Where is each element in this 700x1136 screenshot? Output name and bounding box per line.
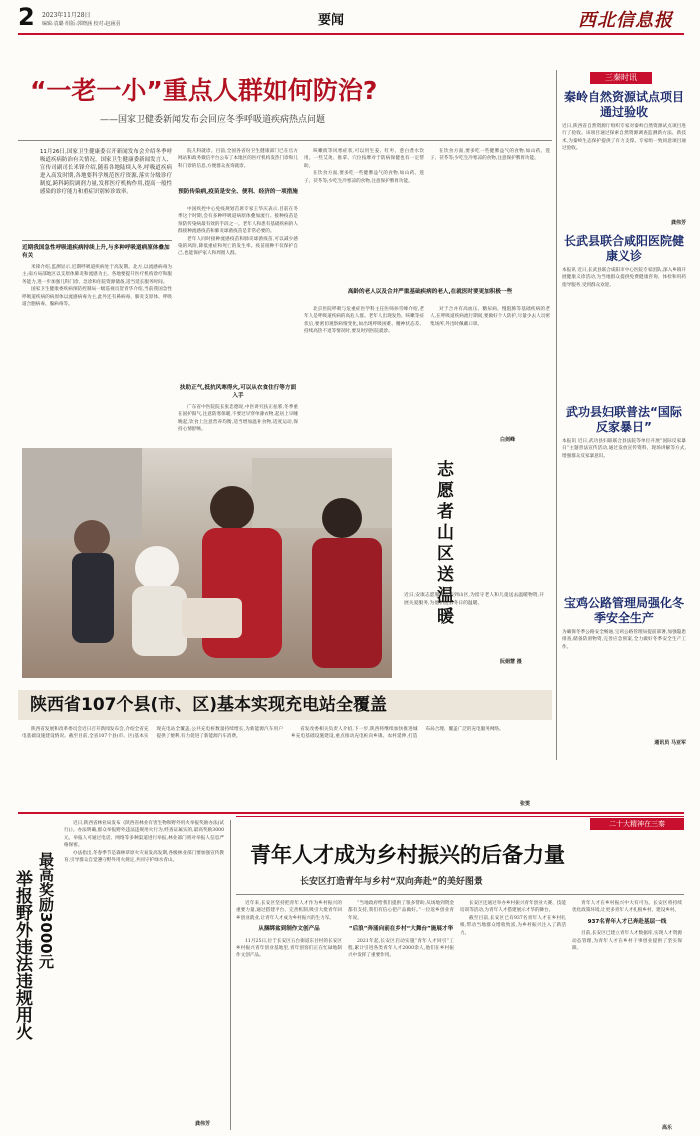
lead-body-5-cont <box>430 148 550 284</box>
sidebar-divider <box>556 70 557 760</box>
youth-col-1-sub: 从捆绑盆到制作文创产品 <box>258 926 320 933</box>
photo-byline: 阮娟慧 摄 <box>500 659 522 665</box>
youth-col-2-sub: “后浪”奔涌向前在乡村“大舞台”施展才华 <box>348 926 454 933</box>
news-1-body: 近日,陕西省自然资源厅组织专家对秦岭自然资源试点项目进行了验收。该项目通过探索自然资源调查监测新方法、新技术,为秦岭生态保护提供了有力支撑。专家组一致同意项目通过验收。 <box>562 124 686 152</box>
lead-body-5-p2: 在饮食方面,要多吃一些健脾益气的食物,如山药、莲子、茯苓等;少吃生冷寒凉的食物,注意保护脾胃功能。 <box>304 171 424 184</box>
reward-divider <box>230 820 231 1130</box>
reward-body-p1: 近日,陕西省林业局发布《陕西省林业有害生物和野外用火举报奖励办法(试行)》。办法明确,群众举报野外违法违规用火行为,经查证属实的,最高奖励3000元。举报人可通过电话、网络等多种渠道进行举报,林业部门将对举报人信息严格保密。 <box>64 821 224 849</box>
lead-body-5-p1: 咳嗽痰等风寒症状,可以用生姜、红枣、葱白煮水饮用。一些艾灸、推拿、穴位按摩对于防病保健也有一定帮助。 <box>304 149 424 169</box>
photo-vertical-title: 志愿者山区送温暖 <box>433 460 453 628</box>
youth-col-1 <box>236 900 342 1130</box>
news-1-byline: 龚伟芳 <box>670 220 686 226</box>
lead-body-3-p2: 老年人同时接种流感疫苗和肺炎球菌疫苗,可以减少感染的风险,降低重症和死亡的发生率。疫苗接种不仅保护自己,也能保护家人和周围人群。 <box>178 236 298 257</box>
masthead <box>18 4 684 32</box>
news-4-body: 为确保冬季公路安全畅通,宝鸡公路管理局提前部署,加强隐患排查,储备防滑物资,完善应急预案,全力做好冬季安全生产工作。 <box>562 630 686 650</box>
lead-body-5-p3: 在饮食方面,要多吃一些健脾益气的食物,如山药、莲子、茯苓等;少吃生冷寒凉的食物,注意保护脾胃功能。 <box>430 149 550 162</box>
lead-byline: 白剑峰 <box>500 437 516 443</box>
lead-body-2-p1: 院儿科就诊。目前,全国各省份卫生健康部门已在官方网站和政务微信平台公布了本地区的医疗机构发热门诊和儿科门诊的信息,方便群众查询就诊。 <box>178 149 298 169</box>
section-title: 要闻 <box>318 13 345 28</box>
youth-col-1-p1: 近年来,长安区坚持把青年人才作为乡村振兴的重要力量,通过搭建平台、完善机制,吸引大批青年回乡创业就业,让青年人才成为乡村振兴的生力军。 <box>236 901 342 921</box>
charging-body-p1: 陕西省发展和改革委员会近日召开新闻发布会,介绍全省充电基础设施建设情况。截至目前,全省107个县(市、区)基本实现充电站全覆盖,公共充电桩数量持续增长,为新能源汽车用户提供了便利,有力促进了新能源汽车消费。 <box>22 727 283 740</box>
youth-col-3 <box>460 900 566 1130</box>
youth-tag: 二十大精神在三秦 <box>590 818 684 830</box>
lead-intro: 11月26日,国家卫生健康委召开新闻发布会介绍冬季呼吸道疾病防治有关情况。国家卫生健康委新闻发言人、宣传司副司长米锋介绍,随着各地陆续入冬,呼吸道疾病进入高发时期,各地要科学规范医疗资源,落实分级诊疗制度,跨科跨院调剂力量,发挥医疗机构作用,提高一般性感染的诊疗能力和重症识别转诊效率。 <box>40 149 172 195</box>
youth-col-4-p1: 青年人才在乡村振兴中大有可为。长安区将持续优化政策环境,让更多青年人才扎根乡村、建设乡村。 <box>572 901 682 914</box>
news-3-body: 本报讯 近日,武功县妇联联合县法院等单位开展“国际反家暴日”主题普法宣传活动,通过发放宣传资料、现场讲解等方式,增强群众反家暴意识。 <box>562 439 686 459</box>
reward-byline: 龚伟芳 <box>195 1121 211 1127</box>
news-4-title: 宝鸡公路管理局强化冬季安全生产 <box>563 596 684 625</box>
youth-col-3-p1: 长安区还通过举办乡村振兴青年创业大赛、技能培训等活动,为青年人才搭建展示才华的舞台。 <box>460 901 566 914</box>
lead-subhead: ——国家卫健委新闻发布会回应冬季呼吸道疾病热点问题 <box>100 115 326 125</box>
charging-body <box>22 726 552 798</box>
lead-intro-divider <box>22 240 172 241</box>
lead-body-6-p2: 对于合并有高血压、糖尿病、慢阻肺等基础疾病的老人,在呼吸道疾病流行期间,要做好个人防护,尽量少去人员密集场所,外出时佩戴口罩。 <box>430 307 550 327</box>
paper-name: 西北信息报 <box>578 10 673 31</box>
news-2-title: 长武县联合咸阳医院健康义诊 <box>563 234 684 263</box>
youth-col-1-p2: 11月25日,位于长安区五台街道东甘村的长安区乡村振兴青年创业基地里,青年创客们正在忙碌地制作文创产品。 <box>236 938 342 959</box>
reward-vertical-title-2: 最高奖励3000元 <box>37 852 55 969</box>
reward-body-p2: 办法指出,冬春季节是森林草原火灾易发高发期,各级林业部门要加强宣传教育,引导群众自觉遵守野外用火规定,共同守护绿水青山。 <box>64 850 224 864</box>
youth-col-4-p2: 目前,长安区已建立青年人才数据库,实现人才资源动态管理,为青年人才在乡村干事创业提供了坚实保障。 <box>572 931 682 952</box>
staff-line: 编辑:袁璐 组版:郭晓涵 校对:赵涵羽 <box>42 21 121 27</box>
youth-divider <box>236 894 684 895</box>
lead-sub-1: 近期我国急性呼吸道疾病持续上升,与多种呼吸道病原体叠加有关 <box>22 245 170 259</box>
youth-headline: 青年人才成为乡村振兴的后备力量 <box>250 843 565 867</box>
charging-headline: 陕西省107个县(市、区)基本实现充电站全覆盖 <box>30 695 388 715</box>
lead-body-1 <box>22 264 172 452</box>
youth-byline: 高乐 <box>662 1125 673 1131</box>
lead-body-1-p2: 国家卫生健康委疾病预防控制局一级巡视员贺青华介绍,当前我国急性呼吸道疾病的病原体以流感病毒为主,此外还有鼻病毒、肺炎支原体、呼吸道合胞病毒、腺病毒等。 <box>22 287 172 308</box>
youth-col-2-p2: 2021年起,长安区启动实施“青年人才回引”工程,累计引进各类青年人才2000余人,他们在乡村振兴中发挥了重要作用。 <box>348 938 454 959</box>
photo-scene <box>22 448 392 678</box>
youth-col-3-p2: 截至目前,长安区已有937名青年人才在乡村扎根,带动当地群众增收致富,为乡村振兴注入了新活力。 <box>460 915 566 936</box>
reward-vertical-title: 举报野外违法违规用火 <box>12 870 32 1040</box>
lead-divider <box>18 140 552 141</box>
lead-body-4-p1: 广东省中医院院长张忠德说,中医讲究扶正祛邪,冬季重在固护阳气,注意防寒保暖,不要过早穿单薄衣物,起居上早睡晚起,饮食上注意营养均衡,适当增加温补食物,适度运动,保持心情舒畅。 <box>178 405 298 433</box>
lead-body-3-p1: 中国疾控中心免疫规划首席专家王华庆表示,目前在冬季这个时期,会有多种呼吸道病原体叠加流行。接种疫苗是预防传染病最有效的手段之一。老年人和患有基础疾病的人群接种流感疫苗和肺炎球菌疫苗是非常必要的。 <box>178 207 298 235</box>
news-2-body: 本报讯 近日,长武县联合咸阳市中心医院专家团队,深入乡镇开展健康义诊活动,为当地群众提供免费健康咨询、体检和用药指导服务,受到群众欢迎。 <box>562 268 686 288</box>
issue-date: 2023年11月28日 <box>42 12 91 19</box>
page-number: 2 <box>18 3 35 31</box>
charging-body-p2: 省发改委相关负责人介绍,下一步,陕西将继续加快推进城乡充电基础设施建设,重点推动充电桩向乡镇、农村延伸,打造布局合理、覆盖广泛的充电服务网络。 <box>291 727 504 740</box>
news-1-title: 秦岭自然资源试点项目通过验收 <box>563 90 684 119</box>
youth-col-4-sub: 937名青年人才已奔赴基层一线 <box>587 918 667 925</box>
lead-body-6-p1: 北京医院呼吸与危重症医学科主任医师孙雪峰介绍,老年人是呼吸道疾病的高危人群。老年人出现发热、咳嗽等症状后,要密切观察病情变化,如出现呼吸困难、精神状态差、持续高热不退等情况时,要及时到医院就诊。 <box>304 307 424 335</box>
section-rule <box>18 812 684 814</box>
youth-col-2 <box>348 900 454 1130</box>
lead-body-4 <box>178 404 298 454</box>
masthead-rule <box>18 33 684 35</box>
lead-body-2 <box>178 148 298 188</box>
youth-subhead: 长安区打造青年与乡村“双向奔赴”的美好图景 <box>300 877 483 887</box>
charging-byline: 张雯 <box>520 801 531 807</box>
sidebar <box>562 86 686 758</box>
youth-col-2-p1: “当地政府给我们提供了很多帮助,从场地到资金都有支持,我们有信心把产品做好。”一位返乡创业青年说。 <box>348 901 454 921</box>
volunteer-photo <box>22 448 392 678</box>
lead-body-1-p1: 米锋介绍,监测显示,近期呼吸道疾病处于高发期。北方,以流感病毒为主;南方局部地区以支原体肺炎和流感为主。各地要提升医疗机构诊疗和服务能力,进一步加强儿科门诊、急诊和住院资源储备,适当延长服务时间。 <box>22 265 172 285</box>
lead-body-6 <box>304 306 550 436</box>
news-3-title: 武功县妇联普法“国际反家暴日” <box>566 405 682 434</box>
youth-col-4 <box>572 900 682 1124</box>
lead-body-5 <box>304 148 424 284</box>
lead-sub-4: 高龄的老人以及合并严重基础疾病的老人,在就医时要更加积极一些 <box>347 289 513 295</box>
sidebar-tag: 三秦时讯 <box>590 72 652 84</box>
news-4-byline: 通讯员 马亚军 <box>654 740 686 746</box>
lead-body-3 <box>178 206 298 376</box>
lead-sub-3: 扶助正气,抵抗风寒得火,可以从衣食住行等方面入手 <box>179 385 297 399</box>
reward-body <box>64 820 224 1120</box>
lead-headline: “一老一小”重点人群如何防治? <box>30 76 378 105</box>
lead-sub-2: 预防传染病,疫苗是安全、便利、经济的一项措施 <box>178 189 298 195</box>
photo-caption: 近日,安康志愿服务者来到山区,为留守老人和儿童送去温暖物资,开展关爱服务,为他们送去冬日的温暖。 <box>404 593 544 606</box>
